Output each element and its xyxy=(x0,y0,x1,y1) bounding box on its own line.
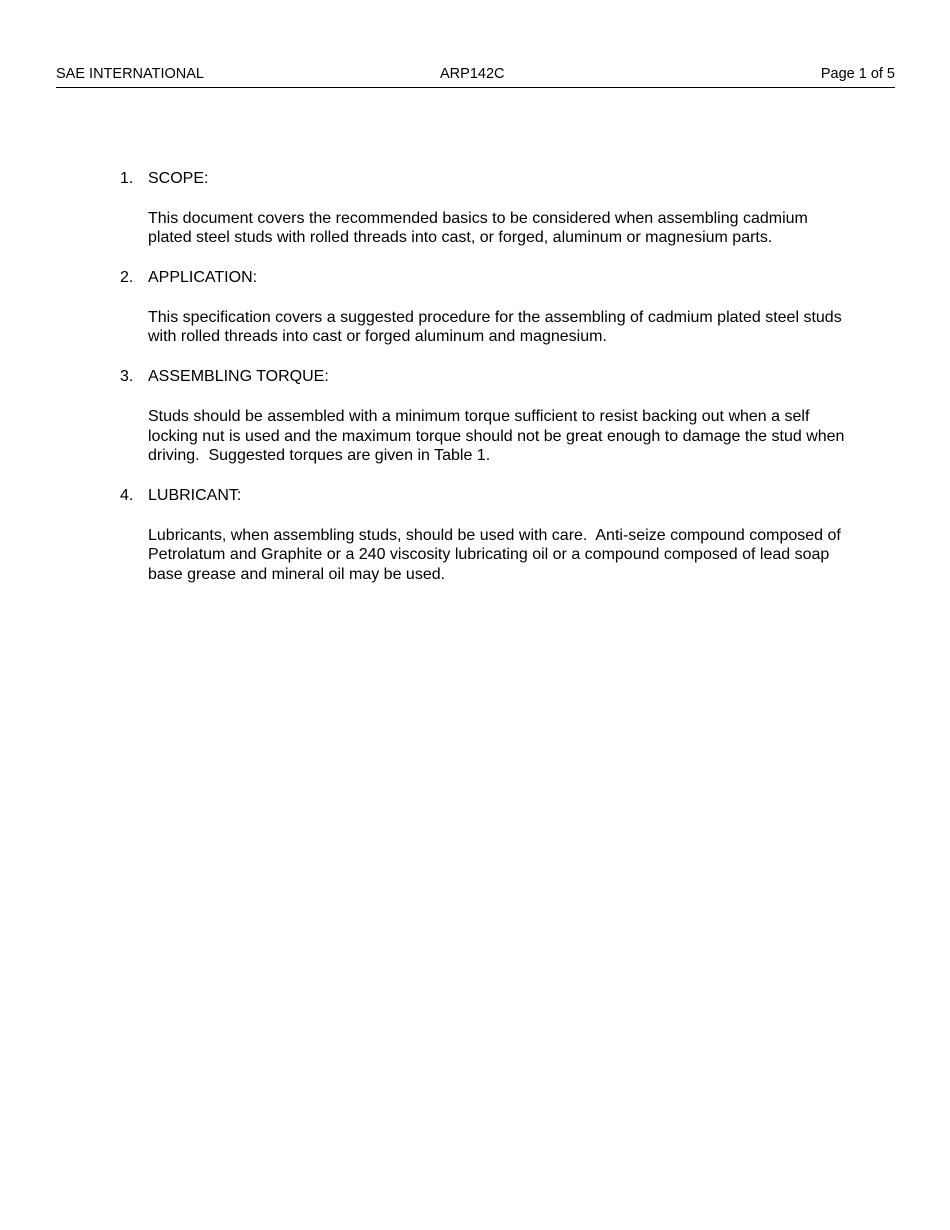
section-scope xyxy=(120,169,850,248)
section-paragraph: Lubricants, when assembling studs, should be used with care. Anti-seize compound composed of Petrolatum and Graphite or a 240 viscosity lubricating oil or a compound composed of lead soap base grease and mineral oil may be used. xyxy=(148,526,846,584)
header-document-number: ARP142C xyxy=(440,66,505,82)
section-title: SCOPE: xyxy=(148,170,209,187)
section-heading xyxy=(120,268,850,288)
section-number: 1. xyxy=(120,170,134,187)
section-heading xyxy=(120,367,850,387)
document-body xyxy=(120,169,850,605)
page-header xyxy=(56,66,895,88)
section-heading xyxy=(120,486,850,506)
header-organization: SAE INTERNATIONAL xyxy=(56,66,204,82)
section-application xyxy=(120,268,850,347)
section-title: APPLICATION: xyxy=(148,269,258,287)
section-paragraph: This document covers the recommended basics to be considered when assembling cadmium plated steel studs with rolled threads into cast, or forged, aluminum or magnesium parts. xyxy=(148,209,808,247)
section-paragraph: Studs should be assembled with a minimum torque sufficient to resist backing out when a self locking nut is used and the maximum torque should not be great enough to damage the stud when driving. Suggested torques are given in Table 1. xyxy=(148,407,849,465)
section-lubricant xyxy=(120,486,850,585)
section-number: 2. xyxy=(120,269,134,287)
section-number: 4. xyxy=(120,486,134,504)
section-paragraph: This specification covers a suggested procedure for the assembling of cadmium plated steel studs with rolled threads into cast or forged aluminum and magnesium. xyxy=(148,308,842,346)
section-assembling-torque xyxy=(120,367,850,466)
section-title: LUBRICANT: xyxy=(148,486,242,504)
section-heading xyxy=(120,169,850,189)
header-page-number: Page 1 of 5 xyxy=(820,66,895,82)
section-title: ASSEMBLING TORQUE: xyxy=(148,368,329,386)
section-number: 3. xyxy=(120,368,134,386)
